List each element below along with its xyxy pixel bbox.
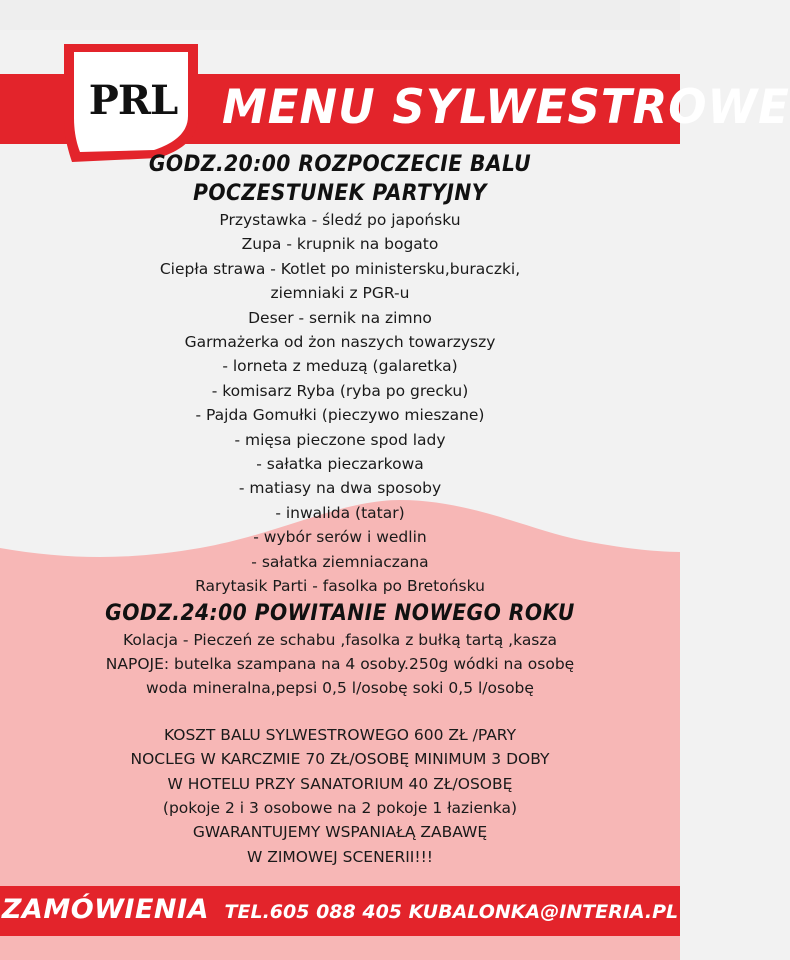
pricing-line: (pokoje 2 i 3 osobowe na 2 pokoje 1 łazienka) (162, 798, 518, 817)
menu-item: - komisarz Ryba (ryba po grecku) (211, 381, 469, 400)
pricing-line: KOSZT BALU SYLWESTROWEGO 600 ZŁ /PARY (163, 725, 517, 744)
menu-item: Przystawka - śledź po japońsku (219, 211, 461, 229)
footer-label: ZAMÓWIENIA (1, 894, 209, 925)
drinks-item: woda mineralna,pepsi 0,5 l/osobę soki 0,5 l/osobę (146, 679, 534, 698)
spacer (0, 701, 680, 723)
menu-item: Deser - sernik na zimno (248, 308, 432, 327)
logo-text: PRL (88, 77, 178, 124)
pricing-line: W ZIMOWEJ SCENERII!!! (246, 847, 434, 866)
menu-item: - sałatka ziemniaczana (251, 552, 429, 571)
pricing-line: NOCLEG W KARCZMIE 70 ZŁ/OSOBĘ MINIMUM 3 DOBY (130, 750, 550, 769)
footer-contact: TEL.605 088 405 KUBALONKA@INTERIA.PL (224, 901, 679, 923)
banner-title: MENU SYLWESTROWE (222, 78, 790, 135)
menu-item: - lorneta z meduzą (galaretka) (222, 357, 458, 376)
menu-content (0, 150, 680, 869)
menu-item: Garmażerka od żon naszych towarzyszy (184, 333, 496, 352)
section1-heading-title: POCZESTUNEK PARTYJNY (193, 181, 487, 206)
menu-item: ziemniaki z PGR-u (270, 284, 410, 303)
supper-item: Kolacja - Pieczeń ze schabu ,fasolka z bułką tartą ,kasza (122, 630, 558, 649)
menu-item: Zupa - krupnik na bogato (241, 235, 439, 254)
section2-heading: GODZ.24:00 POWITANIE NOWEGO ROKU (105, 600, 575, 626)
menu-item: Ciepła strawa - Kotlet po ministersku,buraczki, (159, 259, 521, 278)
menu-item: - inwalida (tatar) (275, 503, 405, 522)
pricing-line: GWARANTUJEMY WSPANIAŁĄ ZABAWĘ (192, 823, 488, 842)
menu-item: - Pajda Gomułki (pieczywo mieszane) (195, 406, 485, 425)
menu-item: - mięsa pieczone spod lady (234, 430, 446, 449)
section1-heading-time: GODZ.20:00 ROZPOCZECIE BALU (148, 152, 532, 177)
footer-text (0, 894, 680, 925)
pricing-line: W HOTELU PRZY SANATORIUM 40 ZŁ/OSOBĘ (167, 774, 513, 793)
menu-item: - sałatka pieczarkowa (256, 455, 424, 474)
drinks-item: NAPOJE: butelka szampana na 4 osoby.250g wódki na osobę (105, 654, 575, 673)
menu-item: Rarytasik Parti - fasolka po Bretońsku (195, 577, 485, 596)
menu-item: - matiasy na dwa sposoby (238, 479, 442, 498)
menu-item: - wybór serów i wedlin (253, 528, 427, 547)
